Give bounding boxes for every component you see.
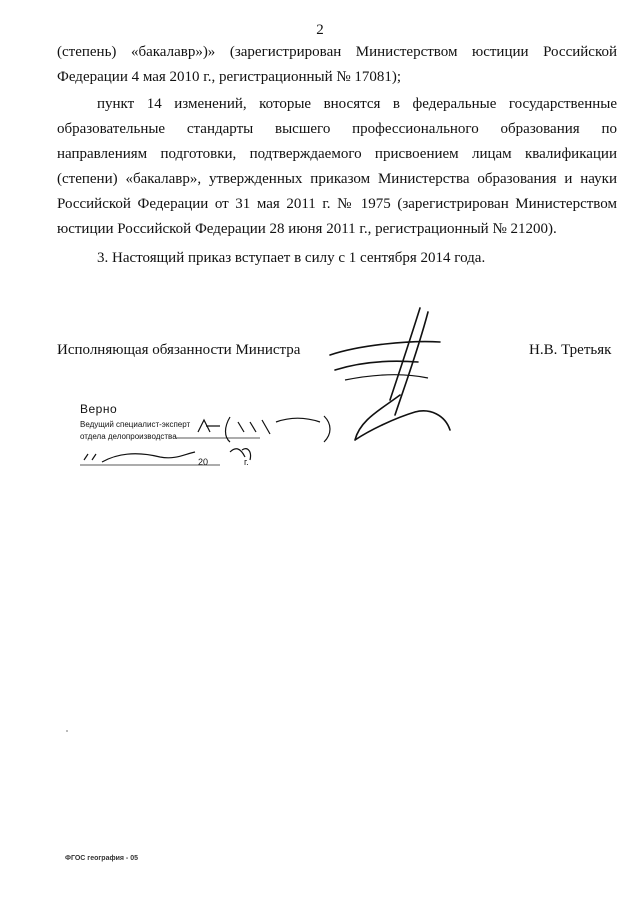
stamp-year-suffix: г. [244, 457, 249, 467]
signatory-role: Исполняющая обязанности Министра [57, 342, 301, 358]
stamp-year-prefix: 20 [198, 457, 209, 467]
stamp-title-line2: отдела делопроизводства [80, 432, 177, 441]
handwritten-annotations [80, 402, 380, 482]
signatory-name: Н.В. Третьяк [529, 342, 612, 358]
page-number: 2 [316, 22, 324, 38]
scan-speck [66, 730, 68, 732]
paragraph-1: (степень) «бакалавр»)» (зарегистрирован Министерством юстиции Российской Федерации 4 мая 2010 г., регистрационный № 17081); [57, 44, 617, 85]
stamp-title-line1: Ведущий специалист-эксперт [80, 420, 191, 429]
footer-label: ФГОС география - 05 [65, 855, 138, 862]
document-body [57, 40, 617, 271]
paragraph-2: пункт 14 изменений, которые вносятся в федеральные государственные образовательные стандарты высшего профессионального образования по направлениям подготовки, подтверждаемого присвоением лицам квалификации (степени) «бакалавр», утвержденных приказом Министерства образования и науки Российской Федерации от 31 мая 2011 г. № 1975 (зарегистрирован Министерством юстиции Российской Федерации 28 июня 2011 г., регистрационный № 21200). [57, 96, 617, 237]
paragraph-3: 3. Настоящий приказ вступает в силу с 1 сентября 2014 года. [97, 250, 486, 266]
certification-stamp [80, 402, 380, 482]
stamp-verno: Верно [80, 402, 118, 416]
